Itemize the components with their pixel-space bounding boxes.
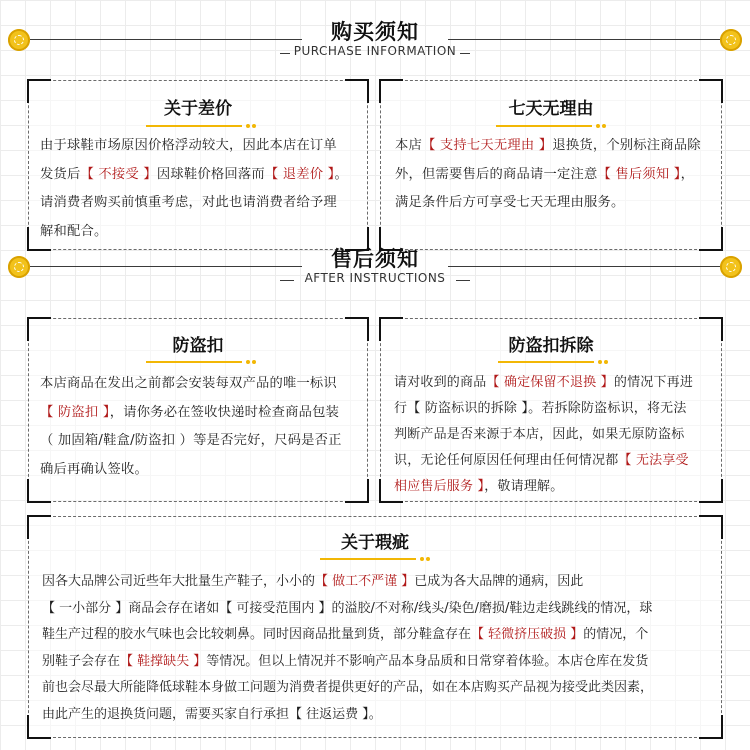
tag-removal-box-text [394, 370, 724, 500]
header-divider-right [448, 266, 720, 267]
text-line: 识，无论任何原因任何理由任何情况都【 无法享受 [394, 453, 689, 468]
text-line: 行【 防盗标识的拆除 】。若拆除防盗标识，将无法 [394, 401, 687, 416]
defects-box [28, 516, 722, 738]
highlight-text: 【 确定保留不退换 】 [486, 375, 614, 390]
highlight-text: 【 鞋撑缺失 】 [120, 653, 207, 669]
text-line: 鞋生产过程的胶水气味也会比较刺鼻。同时因商品批量到货，部分鞋盒存在【 轻微挤压破损 】的情况，个 [42, 627, 649, 642]
text-line: 【 防盗扣 】，请你务必在签收快递时检查商品包装 [40, 404, 340, 420]
highlight-text: 相应售后服务 】 [394, 479, 485, 494]
security-tag-removal-box [380, 318, 722, 502]
text-line: 由于球鞋市场原因价格浮动较大，因此本店在订单 [40, 138, 337, 153]
text-line: （ 加固箱/鞋盒/防盗扣 ）等是否完好，尺码是否正 [40, 433, 342, 448]
return-box-text [395, 132, 725, 218]
purchase-section-header [0, 10, 750, 70]
price-difference-box [28, 80, 368, 250]
title-underline [498, 360, 608, 364]
highlight-text: 【 支持七天无理由 】 [422, 138, 553, 153]
highlight-text: 【 做工不严谨 】 [315, 574, 415, 589]
title-underline [320, 557, 430, 561]
highlight-text: 【 无法享受 [618, 453, 689, 468]
defects-box-text [42, 569, 718, 728]
coin-ornament-icon [720, 29, 742, 51]
highlight-text: 【 轻微挤压破损 】 [471, 627, 584, 642]
text-line: 判断产品是否来源于本店，因此，如果无原防盗标 [394, 427, 685, 442]
text-line: 别鞋子会存在【 鞋撑缺失 】等情况。但以上情况并不影响产品本身品质和日常穿着体验。本店仓库在发货 [42, 653, 649, 669]
title-underline [146, 124, 256, 128]
text-line: 【 一小部分 】商品会存在诸如【 可接受范围内 】的溢胶/不对称/线头/染色/磨损/鞋边走线跳线的情况，球 [42, 600, 653, 616]
after-section-title: 售后须知 [331, 247, 419, 271]
seven-day-return-box [380, 80, 722, 250]
coin-ornament-icon [720, 256, 742, 278]
highlight-text: 【 不接受 】 [80, 166, 157, 182]
tag-box-text [40, 370, 370, 484]
text-line: 因各大品牌公司近些年大批量生产鞋子，小小的【 做工不严谨 】已成为各大品牌的通病，因此 [42, 574, 584, 589]
text-line: 满足条件后方可享受七天无理由服务。 [395, 195, 625, 210]
text-line: 前也会尽最大所能降低球鞋本身做工问题为消费者提供更好的产品，如在本店购买产品视为接受此类因素， [42, 680, 654, 695]
security-tag-box [28, 318, 368, 502]
text-line: 本店【 支持七天无理由 】退换货，个别标注商品除 [395, 138, 701, 153]
defects-box-title: 关于瑕疵 [341, 533, 409, 553]
subtitle-rule-right [460, 53, 470, 54]
text-line: 本店商品在发出之前都会安装每双产品的唯一标识 [40, 376, 337, 391]
highlight-text: 【 售后须知 】 [597, 166, 681, 182]
purchase-section-subtitle: PURCHASE INFORMATION [293, 44, 457, 58]
tag-removal-box-title: 防盗扣拆除 [508, 336, 594, 356]
title-underline [496, 124, 606, 128]
subtitle-rule-right [456, 280, 470, 281]
highlight-text: 【 防盗扣 】 [40, 404, 110, 420]
after-section-header [0, 237, 750, 297]
text-line: 外，但需要售后的商品请一定注意【 售后须知 】， [395, 166, 695, 182]
text-line: 确后再确认签收。 [40, 461, 148, 477]
text-line: 请消费者购买前慎重考虑，对此也请消费者给予理 [40, 195, 337, 210]
text-line: 由此产生的退换货问题，需要买家自行承担【 往返运费 】。 [42, 706, 382, 722]
text-line: 相应售后服务 】，敬请理解。 [394, 479, 564, 494]
purchase-section-title: 购买须知 [331, 20, 419, 44]
title-underline [146, 360, 256, 364]
price-box-text [40, 132, 370, 246]
highlight-text: 【 退差价 】 [264, 166, 335, 182]
text-line: 解和配合。 [40, 223, 108, 239]
text-line: 发货后【 不接受 】因球鞋价格回落而【 退差价 】。 [40, 166, 349, 182]
after-section-subtitle: AFTER INSTRUCTIONS [304, 271, 446, 285]
tag-box-title: 防盗扣 [172, 336, 224, 356]
price-box-title: 关于差价 [164, 99, 232, 119]
return-box-title: 七天无理由 [508, 99, 594, 119]
header-divider-right [448, 39, 720, 40]
text-line: 请对收到的商品【 确定保留不退换 】的情况下再进 [394, 375, 694, 390]
